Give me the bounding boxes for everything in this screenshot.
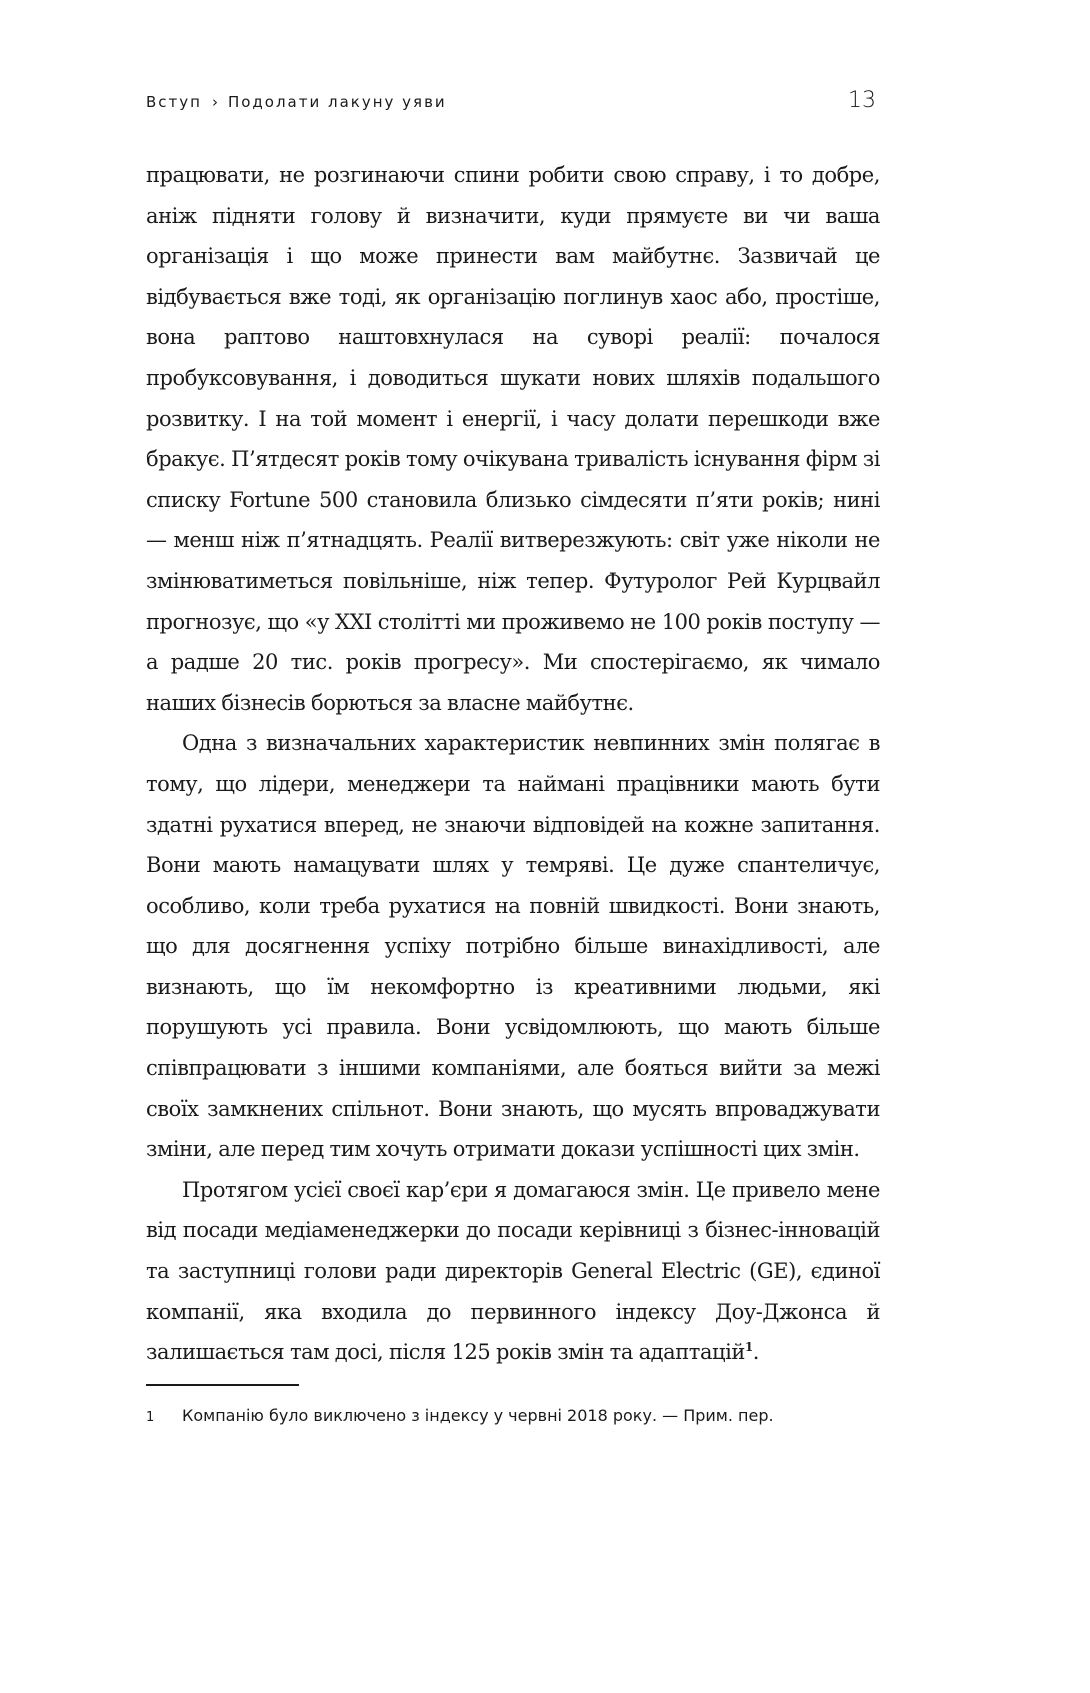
paragraph-1: працювати, не розгинаючи спини робити свою справу, і то добре, аніж підняти голову й визначити, куди прямуєте ви чи ваша організація і що може принести вам майбутнє. Зазвичай це відбувається вже тоді, як організацію поглинув хаос або, простіше, вона раптово наштовхнулася на суворі реалії: почалося пробуксовування, і доводиться шукати нових шляхів подальшого розвитку. І на той момент і енергії, і часу долати перешкоди вже бракує. П’ятдесят років тому очікувана тривалість існування фірм зі списку Fortune 500 становила близько сімдесяти п’яти років; нині — менш ніж п’ятнадцять. Реалії витверезжують: світ уже ніколи не змінюватиметься повільніше, ніж тепер. Футуролог Рей Курцвайл прогнозує, що «у XXI столітті ми проживемо не 100 років поступу — а радше 20 тис. років прогресу». Ми спостерігаємо, як чимало наших бізнесів борються за власне майбутнє. <box>146 163 880 715</box>
paragraph-3-text: Протягом усієї своєї кар’єри я домагаюся змін. Це привело мене від посади медіаменеджерки до посади керівниці з бізнес-інновацій та заступниці голови ради директорів General Electric (GE), єдиної компанії, яка входила до первинного індексу Доу-Джонса й залишається там досі, після 125 років змін та адаптацій <box>146 1177 880 1365</box>
running-head <box>146 93 447 111</box>
paragraph-3 <box>146 1170 880 1373</box>
footnote-text: Компанію було виключено з індексу у червні 2018 року. — Прим. пер. <box>182 1406 774 1425</box>
running-head-separator: › <box>211 93 218 111</box>
footnote-divider <box>146 1384 299 1386</box>
paragraph-3-end: . <box>752 1340 760 1365</box>
paragraph-2: Одна з визначальних характеристик невпинних змін полягає в тому, що лідери, менеджери та наймані працівники мають бути здатні рухатися вперед, не знаючи відповідей на кожне запитання. Вони мають намацувати шлях у темряві. Це дуже спантеличує, особливо, коли треба рухатися на повній швидкості. Вони знають, що для досягнення успіху потрібно більше винахідливості, але визнають, що їм некомфортно із креативними людьми, які порушують усі правила. Вони усвідомлюють, що мають більше співпрацювати з іншими компаніями, але бояться вийти за межі своїх замкнених спільнот. Вони знають, що мусять впроваджувати зміни, але перед тим хочуть отримати докази успішності цих змін. <box>146 731 880 1162</box>
footnote <box>146 1404 880 1430</box>
running-head-chapter: Подолати лакуну уяви <box>227 93 447 111</box>
page-number: 13 <box>848 88 876 113</box>
running-head-section: Вступ <box>146 93 202 111</box>
body-text <box>146 155 880 1373</box>
footnote-reference[interactable]: 1 <box>744 1340 753 1355</box>
footnote-mark: 1 <box>146 1410 155 1425</box>
